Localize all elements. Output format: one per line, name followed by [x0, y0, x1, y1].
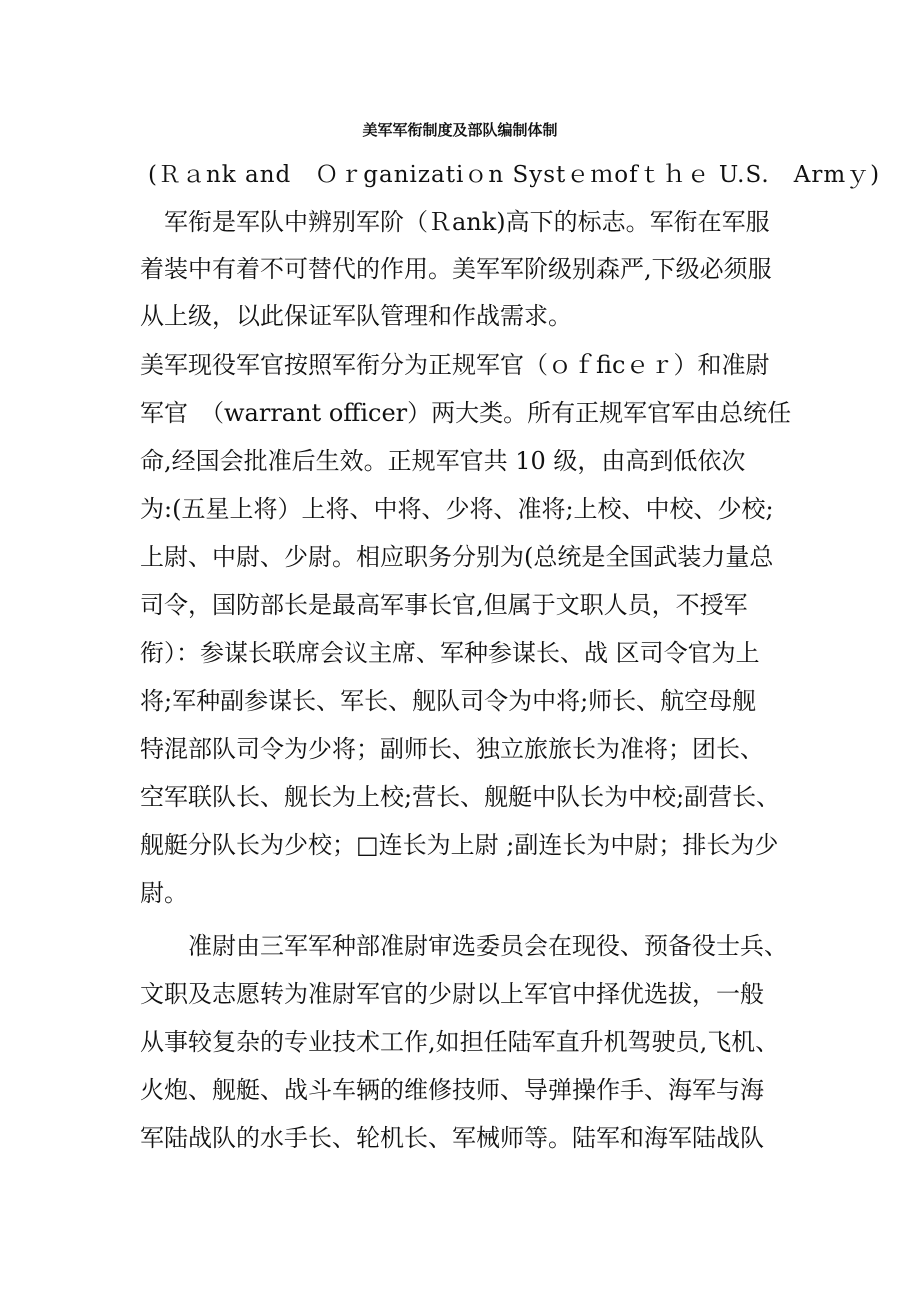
body-line: 特混部队司令为少将；副师长、独立旅旅长为准将；团长、 [140, 735, 764, 763]
body-line: 舰艇分队长为少校；□连长为上尉 ;副连长为中尉；排长为少 [140, 831, 779, 859]
document-title: 美军军衔制度及部队编制体制 [362, 121, 558, 139]
body-line: 尉。 [140, 879, 188, 907]
body-line: 从上级，以此保证军队管理和作战需求。 [140, 302, 572, 330]
body-line: 军官 （warrant officer）两大类。所有正规军官军由总统任 [140, 399, 792, 427]
body-line: 司令，国防部长是最高军事长官,但属于文职人员，不授军 [140, 591, 748, 619]
body-line: 为:(五星上将）上将、中将、少将、准将;上校、中校、少校; [140, 495, 774, 523]
body-line: 命,经国会批准后生效。正规军官共 10 级，由高到低依次 [140, 447, 746, 475]
body-line: 准尉由三军军种部准尉审选委员会在现役、预备役士兵、 [140, 932, 788, 960]
document-subtitle: (Ｒａnk and Ｏｒganizatiｏn Systｅｍofｔｈｅ U.S. Armｙ) [148, 162, 881, 188]
body-line: 从事较复杂的专业技术工作,如担任陆军直升机驾驶员,飞机、 [140, 1028, 780, 1056]
body-line: 火炮、舰艇、战斗车辆的维修技师、导弹操作手、海军与海 [140, 1076, 764, 1104]
body-line: 衔）：参谋长联席会议主席、军种参谋长、战 区司令官为上 [140, 639, 760, 667]
body-line: 美军现役军官按照军衔分为正规军官（ｏｆficｅｒ）和准尉 [140, 351, 770, 379]
body-line: 文职及志愿转为准尉军官的少尉以上军官中择优选拔，一般 [140, 980, 764, 1008]
body-line: 将;军种副参谋长、军长、舰队司令为中将;师长、航空母舰 [140, 687, 757, 715]
body-line: 着装中有着不可替代的作用。美军军阶级别森严,下级必须服 [140, 255, 772, 283]
body-line: 上尉、中尉、少尉。相应职务分别为(总统是全国武装力量总 [140, 543, 774, 571]
body-line: 空军联队长、舰长为上校;营长、舰艇中队长为中校;副营长、 [140, 783, 781, 811]
body-line: 军衔是军队中辨别军阶（Ｒank)高下的标志。军衔在军服 [140, 208, 770, 236]
body-line: 军陆战队的水手长、轮机长、军械师等。陆军和海军陆战队 [140, 1124, 764, 1152]
